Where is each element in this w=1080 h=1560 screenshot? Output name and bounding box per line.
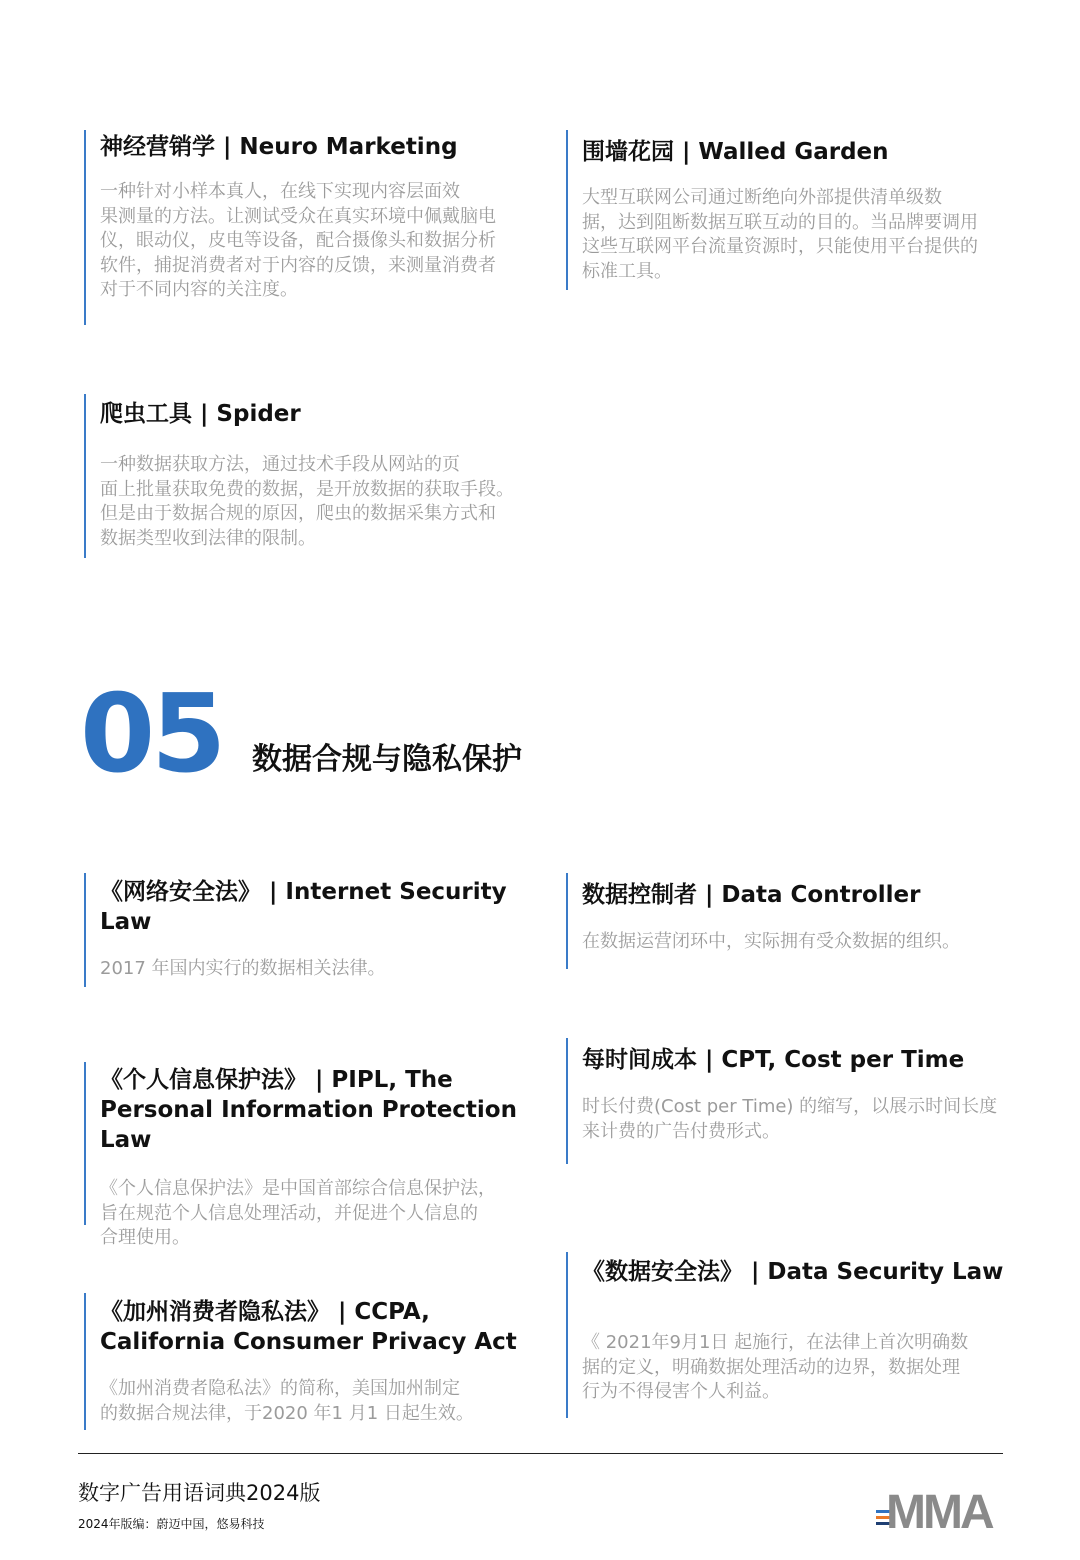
entry-description: 《个人信息保护法》是中国首部综合信息保护法， 旨在规范个人信息处理活动，并促进个人信息的 合理使用。 bbox=[100, 1178, 496, 1248]
section-title: 数据合规与隐私保护 bbox=[252, 742, 522, 777]
entry-data-controller bbox=[566, 873, 1036, 969]
entry-title: 每时间成本 | CPT, Cost per Time bbox=[582, 1047, 965, 1073]
logo-text: MMA bbox=[886, 1486, 992, 1532]
entry-description: 《加州消费者隐私法》的简称，美国加州制定 的数据合规法律，于2020 年1 月1 日起生效。 bbox=[100, 1378, 474, 1424]
footer-subtitle: 2024年版编：蔚迈中国，悠易科技 bbox=[78, 1517, 265, 1531]
entry-title: 《网络安全法》 | Internet Security Law bbox=[100, 879, 507, 935]
entry-ccpa bbox=[84, 1293, 554, 1430]
entry-spider bbox=[84, 394, 564, 558]
entry-description: 大型互联网公司通过断绝向外部提供清单级数 据，达到阻断数据互联互动的目的。当品牌要调用 这些互联网平台流量资源时，只能使用平台提供的 标准工具。 bbox=[582, 187, 978, 282]
entry-title: 爬虫工具 | Spider bbox=[100, 401, 301, 427]
entry-description: 2017 年国内实行的数据相关法律。 bbox=[100, 958, 386, 979]
footer-title: 数字广告用语词典2024版 bbox=[78, 1481, 321, 1505]
mma-logo bbox=[872, 1486, 1022, 1532]
entry-walled-garden bbox=[566, 130, 1036, 290]
entry-title: 神经营销学 | Neuro Marketing bbox=[100, 134, 458, 160]
entry-data-security-law bbox=[566, 1252, 1036, 1418]
entry-description: 在数据运营闭环中，实际拥有受众数据的组织。 bbox=[582, 931, 960, 952]
entry-title: 《个人信息保护法》 | PIPL, The Personal Information Protection Law bbox=[100, 1067, 517, 1153]
entry-description: 《 2021年9月1日 起施行，在法律上首次明确数 据的定义，明确数据处理活动的边界，数据处理 行为不得侵害个人利益。 bbox=[582, 1332, 969, 1402]
entry-title: 围墙花园 | Walled Garden bbox=[582, 139, 889, 165]
entry-description: 一种数据获取方法，通过技术手段从网站的页 面上批量获取免费的数据，是开放数据的获取手段。 但是由于数据合规的原因，爬虫的数据采集方式和 数据类型收到法律的限制。 bbox=[100, 454, 514, 549]
section-number: 05 bbox=[80, 672, 223, 797]
entry-description: 时长付费(Cost per Time) 的缩写，以展示时间长度 来计费的广告付费形式。 bbox=[582, 1096, 998, 1142]
entry-pipl bbox=[84, 1062, 554, 1248]
entry-cpt bbox=[566, 1038, 1036, 1164]
entry-title: 《数据安全法》 | Data Security Law bbox=[582, 1259, 1004, 1285]
entry-title: 《加州消费者隐私法》 | CCPA, California Consumer Privacy Act bbox=[100, 1299, 517, 1355]
entry-description: 一种针对小样本真人，在线下实现内容层面效 果测量的方法。让测试受众在真实环境中佩戴脑电 仪，眼动仪，皮电等设备，配合摄像头和数据分析 软件，捕捉消费者对于内容的反馈，来测量消费者 对于不同内容的关注度。 bbox=[100, 181, 496, 300]
entry-title: 数据控制者 | Data Controller bbox=[582, 882, 921, 908]
footer-divider bbox=[78, 1453, 1003, 1454]
entry-internet-security-law bbox=[84, 873, 554, 987]
entry-neuro-marketing bbox=[84, 130, 554, 325]
